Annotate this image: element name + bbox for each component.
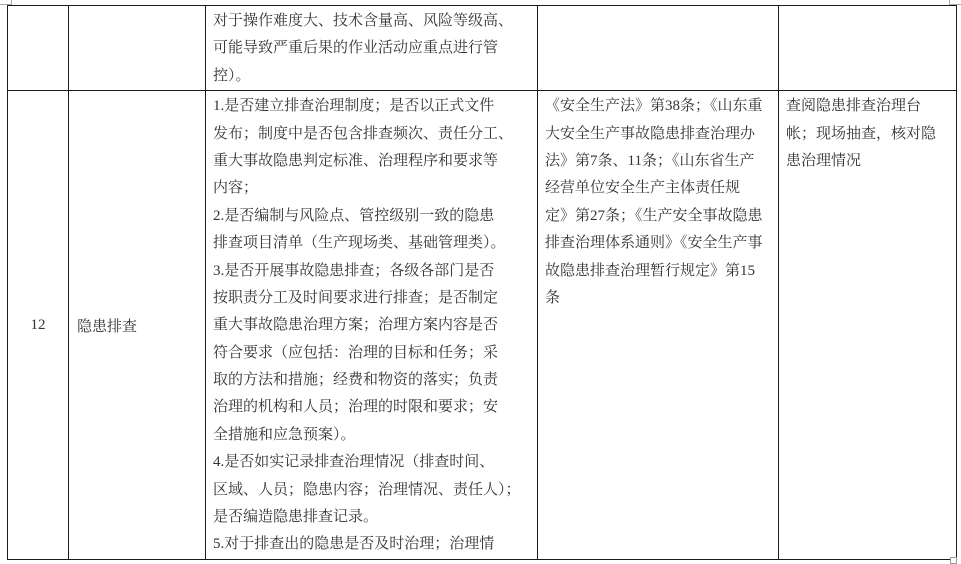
text-line: 排查治理体系通则》《安全生产事: [545, 235, 763, 252]
text-line: 取的方法和措施；经费和物资的落实；负责: [213, 372, 499, 389]
text-line: 控）。: [213, 67, 251, 84]
text-line: 《安全生产法》第38条；《山东重: [545, 98, 763, 115]
text-line: 定》第27条；《生产安全事故隐患: [545, 207, 763, 224]
text-line: 全措施和应急预案）。: [213, 426, 356, 443]
text-line: 4.是否如实记录排查治理情况（排查时间、: [213, 454, 495, 471]
text-line: 可能导致严重后果的作业活动应重点进行管: [213, 40, 499, 57]
text-line: 法》第7条、11条；《山东省生产: [545, 152, 755, 169]
text-line: 帐；现场抽查，核对隐: [786, 125, 937, 142]
text-line: 患治理情况: [786, 152, 862, 169]
text-line: 3.是否开展事故隐患排查；各级各部门是否: [213, 262, 495, 279]
text-line: 故隐患排查治理暂行规定》第15: [545, 262, 756, 279]
cell-category[interactable]: [69, 6, 206, 91]
inspection-checklist-table: [7, 5, 957, 560]
cell-legal-basis[interactable]: [538, 6, 779, 91]
cell-method[interactable]: [779, 91, 957, 560]
text-line: 内容；: [213, 180, 259, 197]
cell-legal-basis[interactable]: [538, 91, 779, 560]
cell-number[interactable]: 12: [8, 91, 69, 560]
text-line: 重大事故隐患判定标准、治理程序和要求等: [213, 152, 499, 169]
text-line: 5.对于排查出的隐患是否及时治理；治理情: [213, 536, 495, 553]
text-line: 重大事故隐患治理方案；治理方案内容是否: [213, 317, 499, 334]
text-line: 查阅隐患排查治理台: [786, 98, 922, 115]
table-row-continuation: [8, 6, 957, 91]
text-line: 符合要求（应包括：治理的目标和任务；采: [213, 344, 499, 361]
cell-number[interactable]: [8, 6, 69, 91]
text-line: 1.是否建立排查治理制度；是否以正式文件: [213, 98, 495, 115]
cell-method[interactable]: [779, 6, 957, 91]
text-line: 是否编造隐患排查记录。: [213, 509, 379, 526]
text-line: 按职责分工及时间要求进行排查；是否制定: [213, 289, 499, 306]
cell-category[interactable]: 隐患排查: [69, 91, 206, 560]
text-line: 2.是否编制与风险点、管控级别一致的隐患: [213, 207, 495, 224]
cell-check-content[interactable]: [206, 91, 538, 560]
table-row-item-12: [8, 91, 957, 560]
text-line: 发布；制度中是否包含排查频次、责任分工、: [213, 125, 514, 142]
text-line: 对于操作难度大、技术含量高、风险等级高、: [213, 13, 514, 29]
text-line: 排查项目清单（生产现场类、基础管理类）。: [213, 235, 506, 252]
cell-check-content[interactable]: [206, 6, 538, 91]
text-line: 条: [545, 289, 561, 306]
text-line: 经营单位安全生产主体责任规: [545, 180, 741, 197]
table-resize-handle-icon[interactable]: [950, 557, 957, 564]
text-line: 大安全生产事故隐患排查治理办: [545, 125, 756, 142]
text-line: 区域、人员；隐患内容；治理情况、责任人）；: [213, 481, 521, 498]
text-line: 治理的机构和人员；治理的时限和要求；安: [213, 399, 499, 416]
